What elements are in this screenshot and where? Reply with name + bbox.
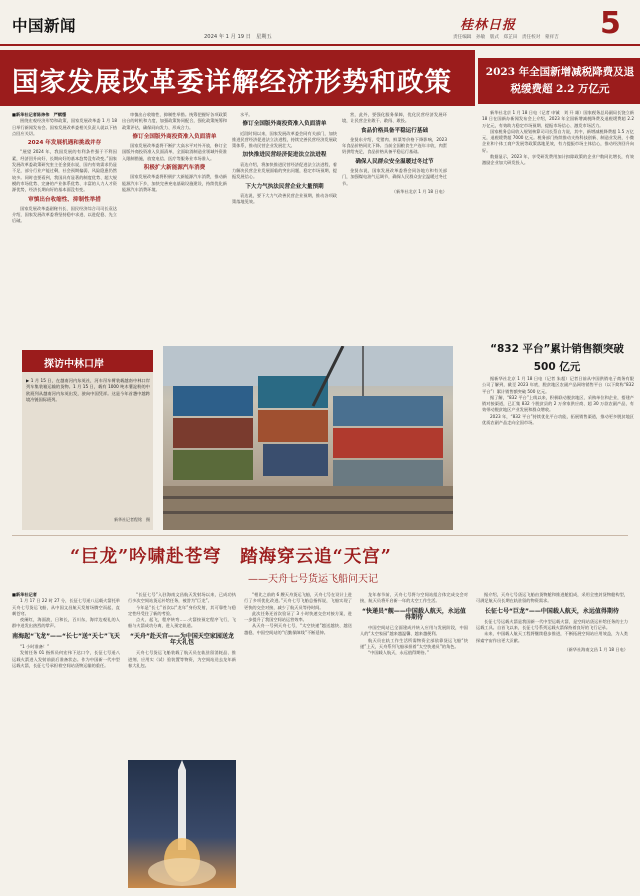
feature-col-1: ■新华社记者 1 月 17 日 22 时 27 分，长征七号遥八运载火箭托举天舟七号货运飞船，从中国文昌航天发射场腾空而起，直刺苍穹。 夜阑红，海面波，日和长，百川东，海岸边观礼的人群中迸发出热烈的掌声。 南海起“飞龙”——“长七”送“天七”飞天 “1 小时准备！” 发射任务 01 指挥员何宏伟下达口令，长征七号遥八运载火箭进入发射前最后准备状态。作为中国新一代中型运载火箭，长征七号承担着空间站货物运输的重任。	[12, 592, 120, 668]
feature-col-4: 龙年春节前，天舟七号将与空间站组合体完成交会对接，航天员将开启新一年的太空工作生活。 “快递员”舰——中国载人航天，永远值得期待 中国空间站已全面建成并转入应用与发展阶段，中国人的“太空家园”越来越温馨、越来越便利。 航天员在轨工作生活所需物资全部依靠货运飞船“快递”上天，天舟系列飞船承担着“太空快递员”的角色。 “中国载人航天，永远值得期待。”	[360, 592, 468, 656]
subhead-3b: 修订全国版外商投资准入负面清单	[242, 121, 327, 128]
subhead-8: 确保人民群众安全温暖过冬过节	[355, 158, 434, 165]
container-port-photo	[163, 346, 453, 530]
sidebar-text: ▶ 1 月 15 日，在越南河内东英社，河车吊车臂装载越南中林口岸列车集装箱运输的货物。1 月 15 日，载有 1000 吨木薯淀粉的中欧班列从越南河内东英出发，驶向中国凭祥。这是今年首趟中越跨境冷链国际班列。	[26, 378, 150, 402]
platform-headline: “832 平台”累计销售额突破 500 亿元	[490, 343, 624, 373]
platform-headline-box	[482, 340, 632, 373]
section-divider	[12, 535, 628, 536]
feature-byline: ■新华社记者	[12, 592, 37, 597]
page-number: 5	[600, 6, 621, 41]
header-rule	[0, 44, 640, 46]
main-article-col-3: 水平。 修订全国版外商投资准入负面清单 近段时间以来，国家发展改革委会同有关部门，加快推进民营经济促进法立法进程，持续完善民营经济发展政策体系，推动民营企业发展壮大。 加快推进民营经济促进法立法进程 袁达介绍，将加快推进民营经济促进法立法进程，着力解决民营企业发展面临的突出问题，稳定市场预期，提振发展信心。 下大力气执法民营企业大量预期 袁达说，要下大力气改善民营企业预期，推动各项政策落地见效。	[232, 112, 337, 205]
container-port-illustration	[163, 346, 453, 530]
subhead-1: 2024 年发展机遇和挑战并存	[27, 140, 102, 147]
feature-col-5: 据介绍，天舟七号货运飞船由货物舱和推进舱组成，采用全密封货物舱构型，可满足航天员长期在轨驻留的物资需求。 长征七号“巨龙”——中国载人航天，永远值得期待 长征七号运载火箭是我国新一代中型运载火箭，是空间站货运补给任务的主力运载工具。自首飞以来，长征七号系列运载火箭保持着良好的飞行记录。 未来，中国载人航天工程将继续稳步推进，不断拓展空间站应用效益，为人类探索宇宙作出更大贡献。 （新华社海南文昌 1 月 18 日电）	[476, 592, 628, 653]
main-lead: 围绕宏观经济形势和政策，国家发展改革委 1 月 18 日举行新闻发布会。国家发展改革委相关负责人就以下热点回应关切。	[12, 118, 117, 136]
feature-subhead-1: 南海起“飞龙”——“长七”送“天七”飞天	[12, 632, 120, 640]
subhead-2: 审慎出台收缩性、抑制性举措	[28, 196, 101, 203]
feature-subhead-4: 长征七号“巨龙”——中国载人航天，永远值得期待	[485, 607, 619, 615]
platform-article: 据新华社北京 1 月 18 日电（记者 朱超）记者日前从中国供销电子商务有限公司了解到，截至 2023 年底，脱贫地区农副产品网络销售平台（以下简称“832 平台”）累计销售额突破 500 亿元。 据了解，“832 平台”上线以来，积极联动脱贫地区、采购单位和企业，搭建产销对接渠道，已汇集 832 个脱贫县的 2 万余家供应商、超 30 万款农副产品，有效带动脱贫地区产业发展和群众增收。 2023 年，“832 平台”持续优化平台功能，拓展销售渠道，推动更多脱贫地区优质农副产品走向全国市场。	[482, 376, 634, 426]
feature-subhead-2: “快递员”舰——中国载人航天，永远值得期待	[362, 607, 466, 621]
rocket-illustration	[128, 760, 236, 888]
feature-endnote: （新华社海南文昌 1 月 18 日电）	[564, 647, 628, 653]
issue-date: 2024 年 1 月 19 日 星期五	[204, 34, 272, 40]
subhead-3: 修订全国版外商投资准入负面清单	[132, 133, 217, 140]
feature-headline: “巨龙”吟啸赴苍穹 踏海穿云追“天宫”	[70, 547, 392, 567]
section-logo	[12, 14, 106, 36]
sidebar-title: 探访中林口岸	[22, 350, 153, 372]
feature-col-2: “长征七号”入驻海南文昌航天发射场以来，已成功执行多次空间站货运补给任务，被誉为“巨龙”。 今年是“长七”首次以“龙年”身份发射，其可靠性与稳定性经受住了新的考验。 点火、起飞，程序转弯……火箭按预定程序飞行，飞船与火箭成功分离，进入预定轨道。 “天舟”赴天宫——为中国天空家园送龙年大礼包 天舟七号货运飞船装载了航天员在轨驻留消耗品、推进剂、应用实（试）验装置等物资，为空间站送去龙年新春大礼包。	[128, 592, 236, 668]
subhead-5: 加快推进民营经济促进法立法进程	[242, 152, 327, 159]
staff-credits: 责任编辑 孙敏 版式 郑芷田 责任校对 蒙祥吉	[453, 35, 559, 40]
feature-subheadline: ——天舟七号货运飞船问天记	[248, 574, 378, 585]
main-headline: 国家发展改革委详解经济形势和政策	[12, 67, 452, 98]
section-name: 中国新闻	[12, 16, 77, 35]
newspaper-masthead: 桂林日报	[460, 18, 517, 33]
sidebar-credit: 新华社记者程铭 摄	[114, 517, 150, 522]
main-article-col-1: ■新华社记者陈炜伟 严赋憬 围绕宏观经济形势和政策，国家发展改革委 1 月 18 日举行新闻发布会。国家发展改革委相关负责人就以下热点回应关切。 2024 年发展机遇和挑战并存 “展望 2024 年，我国发展的有利条件强于不利因素，经济回升向好、长期向好的基本趋势没有改变。”国家发展改革委政策研究室主任金贤东说，国内有效需求仍显不足，部分行业产能过剩，社会预期偏弱，风险隐患仍然较多。同时也要看到，我国具有显著的制度优势、超大规模的市场优势、完备的产业体系优势、丰富的人力人才资源优势，经济长期向好的基本面没有变。 审慎出台收缩性、抑制性举措 国家发展改革委副秘书长、国民经济综合司司长袁达介绍，国家发展改革委将坚持稳中求进、以进促稳、先立后破。	[12, 112, 117, 224]
tax-headline: 2023 年全国新增减税降费及退税缓费超 2.2 万亿元	[485, 66, 635, 95]
subhead-4: 积极扩大新能源汽车消费	[143, 165, 206, 172]
platform-article-lead: 据新华社北京 1 月 18 日电（记者 朱超）记者日前从中国供销电子商务有限公司了解到，截至 2023 年底，脱贫地区农副产品网络销售平台（以下简称“832 平台”）累计销售额突破 500 亿元。	[482, 376, 634, 394]
main-article-col-4: 营，此外，要强化服务保障，优化民营经济发展环境，让民营企业敢干、敢闯、敢投。 食品价格具备平稳运行基础 金贤东介绍，受猪肉、鲜菜等价格下降影响，2023 年食品价格同比下降。当前全国粮食生产连年丰收，肉蛋奶供给充足，食品价格具备平稳运行基础。 确保人民群众安全温暖过冬过节 金贤东说，国家发展改革委将会同各地方和有关部门，加强煤电油气运调节，确保人民群众安全温暖过冬过节。 （新华社北京 1 月 18 日电）	[342, 112, 447, 194]
rocket-launch-photo	[128, 760, 236, 888]
feature-col-3: “相比之前的 6 艘天舟货运飞船，天舟七号在设计上进行了多项优化改进。”天舟七号飞船总指挥说，飞船实现了更快的交会对接，减少了航天员等待时间。 此次任务还首次验证了 3 小时快速交会对接方案，进一步提升了我国空间站运营效率。 从天舟一号到天舟七号，“太空快递”越送越快、越送越稳，中国空间站的“后勤保障线”不断延伸。	[244, 592, 352, 635]
feature-subhead-3: “天舟”赴天宫——为中国天空家园送龙年大礼包	[130, 632, 234, 647]
tax-article-lead: 新华社北京 1 月 18 日电（记者 申铖 刘 开 雄）国家税务总局副局长饶立新 18 日在国新办新闻发布会上介绍，2023 年全国新增减税降费及退税缓费超 2.2 万亿元，有效助力稳定市场预期、提振市场信心、激发市场活力。	[482, 110, 634, 128]
main-article-col-2: 审慎出台收缩性、抑制性举措。统筹把握好各项政策出台的时机和力度，加强政策协同配合，强化政策统筹和政策评估，确保同向发力、形成合力。 修订全国版外商投资准入负面清单 国家发展改革委将不断扩大高水平对外开放，修订全国版外商投资准入负面清单，全面取消制造业领域外资准入限制措施，放宽电信、医疗等服务业市场准入。 积极扩大新能源汽车消费 国家发展改革委将积极扩大新能源汽车消费，推动新能源汽车下乡，加快完善充电基础设施建设，持续优化新能源汽车消费环境。	[122, 112, 227, 192]
page-header	[0, 0, 640, 50]
tax-article: 新华社北京 1 月 18 日电（记者 申铖 刘 开 雄）国家税务总局副局长饶立新 18 日在国新办新闻发布会上介绍，2023 年全国新增减税降费及退税缓费超 2.2 万亿元，有效助力稳定市场预期、提振市场信心、激发市场活力。 国家税务总局收入规划核算司司长蔡自力说，其中，新增减税降费超 1.5 万亿元，退税缓费超 7000 亿元。税务部门持续推动支持科技创新、制造业发展、小微企业和个体工商户发展等政策落地见效，有力提振市场主体信心，推动经济回升向好。 数据显示，2023 年，享受研发费用加计扣除政策的企业户数同比增长，有效激励企业加大研发投入。	[482, 110, 634, 166]
main-endnote: （新华社北京 1 月 18 日电）	[391, 188, 447, 194]
subhead-6: 下大力气执法民营企业大量预期	[245, 183, 324, 190]
subhead-7: 食品价格具备平稳运行基础	[360, 127, 429, 134]
main-byline: ■新华社记者陈炜伟 严赋憬	[12, 112, 67, 117]
